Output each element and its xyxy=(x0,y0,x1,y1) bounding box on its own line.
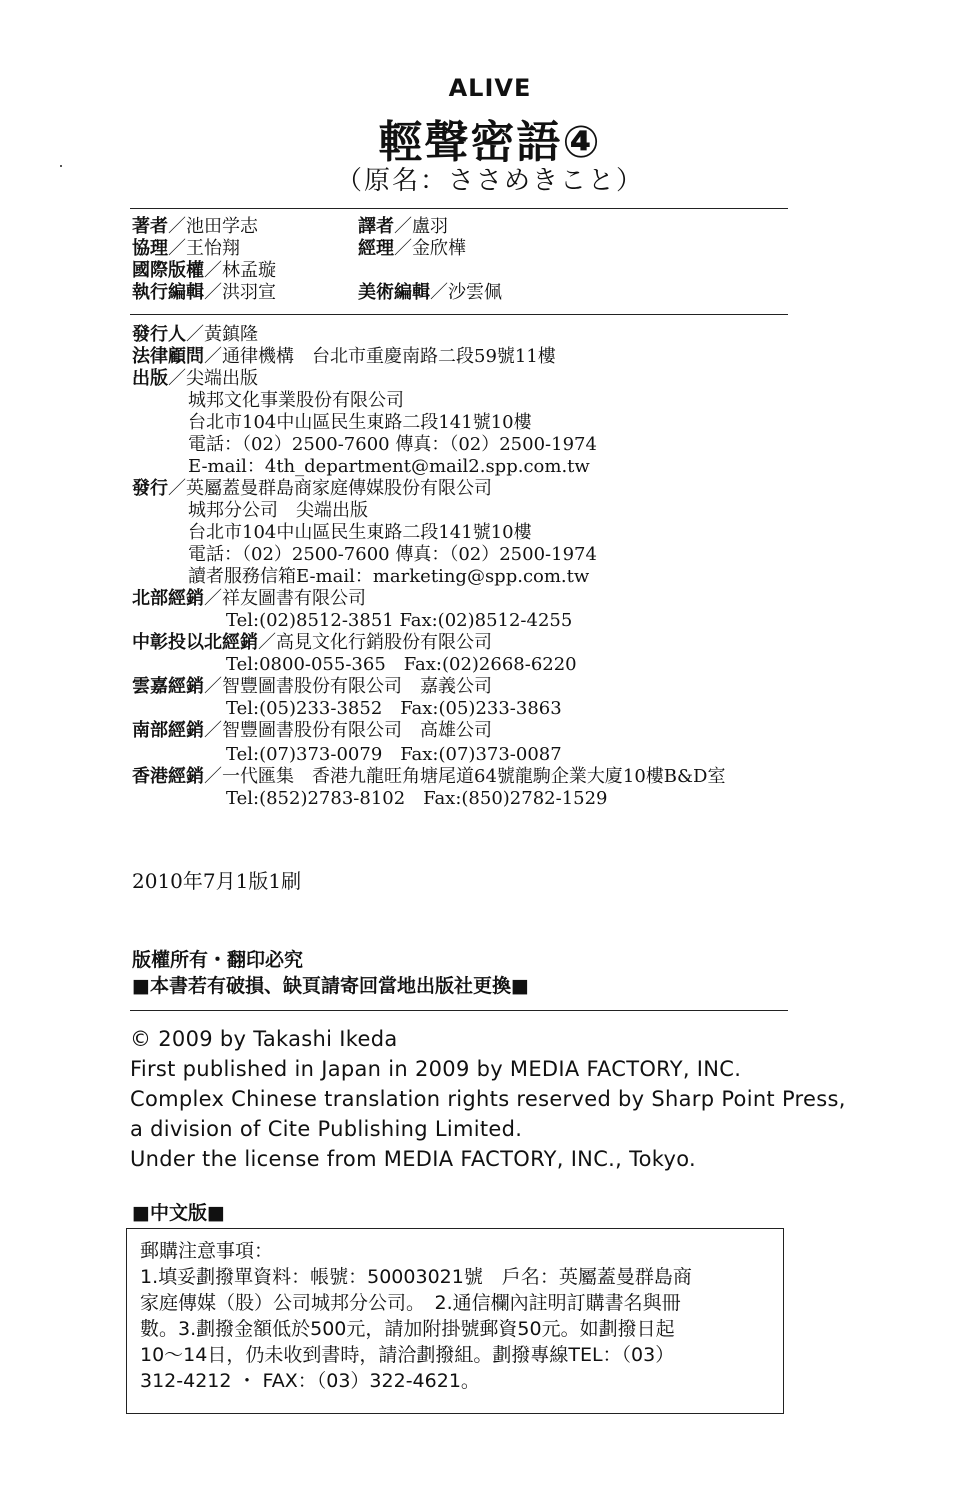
english-line: First published in Japan in 2009 by MEDIA FACTORY, INC. xyxy=(130,1057,742,1081)
publisher-detail: 電話：（02）2500-7600 傳真：（02）2500-1974 xyxy=(188,434,597,455)
chinese-edition-label: ■中文版■ xyxy=(132,1202,225,1224)
south-dist-line: 南部經銷／智豐圖書股份有限公司 高雄公司 xyxy=(132,720,492,741)
north-dist-line: 北部經銷／祥友圖書有限公司 xyxy=(132,588,366,609)
mail-order-line: 10～14日，仍未收到書時，請洽劃撥組。劃撥專線TEL：（03） xyxy=(140,1344,675,1366)
art-editor-line: 美術編輯／沙雲佩 xyxy=(358,282,502,303)
central-dist-tel: Tel:0800-055-365 Fax:(02)2668-6220 xyxy=(226,654,577,675)
rights-line: 國際版權／林孟璇 xyxy=(132,260,276,281)
original-title: （原名：ささめきこと） xyxy=(335,166,644,196)
copyright-notice: 版權所有・翻印必究 xyxy=(132,949,304,971)
divider xyxy=(130,208,788,209)
yunjia-dist-tel: Tel:(05)233-3852 Fax:(05)233-3863 xyxy=(226,698,562,719)
hk-dist-tel: Tel:(852)2783-8102 Fax:(850)2782-1529 xyxy=(226,788,608,809)
mail-order-line: 1.填妥劃撥單資料：帳號：50003021號 戶名：英屬蓋曼群島商 xyxy=(140,1266,692,1288)
english-line: Complex Chinese translation rights reserved by Sharp Point Press, xyxy=(130,1087,846,1111)
publisher-detail: 城邦文化事業股份有限公司 xyxy=(188,390,404,411)
mail-order-line: 家庭傳媒（股）公司城邦分公司。 2.通信欄內註明訂購書名與冊 xyxy=(140,1292,681,1314)
divider xyxy=(130,314,788,315)
mail-order-line: 312-4212 ・ FAX：（03）322-4621。 xyxy=(140,1370,480,1392)
distributor-email: 讀者服務信箱E-mail：marketing@spp.com.tw xyxy=(188,566,590,587)
legal-line: 法律顧問／通律機構 台北市重慶南路二段59號11樓 xyxy=(132,346,556,367)
north-dist-tel: Tel:(02)8512-3851 Fax:(02)8512-4255 xyxy=(226,610,573,631)
publisher-email: E-mail：4th_department@mail2.spp.com.tw xyxy=(188,456,590,477)
distributor-detail: 城邦分公司 尖端出版 xyxy=(188,500,368,521)
english-line: Under the license from MEDIA FACTORY, INC., Tokyo. xyxy=(130,1147,696,1171)
editor-line: 執行編輯／洪羽宣 xyxy=(132,282,276,303)
yunjia-dist-line: 雲嘉經銷／智豐圖書股份有限公司 嘉義公司 xyxy=(132,676,492,697)
hk-dist-line: 香港經銷／一代匯集 香港九龍旺角塘尾道64號龍駒企業大廈10樓B&D室 xyxy=(132,766,726,787)
distributor-line: 發行／英屬蓋曼群島商家庭傳媒股份有限公司 xyxy=(132,478,492,499)
copyright-line: © 2009 by Takashi Ikeda xyxy=(130,1027,398,1051)
divider xyxy=(130,1010,788,1011)
assist-line: 協理／王怡翔 xyxy=(132,238,240,259)
mail-order-heading: 郵購注意事項： xyxy=(140,1240,274,1262)
issuer-line: 發行人／黃鎮隆 xyxy=(132,324,258,345)
publisher-detail: 台北市104中山區民生東路二段141號10樓 xyxy=(188,412,532,433)
distributor-detail: 電話：（02）2500-7600 傳真：（02）2500-1974 xyxy=(188,544,597,565)
distributor-detail: 台北市104中山區民生東路二段141號10樓 xyxy=(188,522,532,543)
english-line: a division of Cite Publishing Limited. xyxy=(130,1117,523,1141)
damage-notice: ■本書若有破損、缺頁請寄回當地出版社更換■ xyxy=(132,975,529,997)
book-title: 輕聲密語④ xyxy=(378,117,602,168)
edition-date: 2010年7月1版1刷 xyxy=(132,869,302,893)
manager-line: 經理／金欣樺 xyxy=(358,238,466,259)
south-dist-tel: Tel:(07)373-0079 Fax:(07)373-0087 xyxy=(226,744,562,765)
central-dist-line: 中彰投以北經銷／高見文化行銷股份有限公司 xyxy=(132,632,492,653)
translator-line: 譯者／盧羽 xyxy=(358,216,448,237)
publisher-line: 出版／尖端出版 xyxy=(132,368,258,389)
author-line: 著者／池田学志 xyxy=(132,216,258,237)
mail-order-line: 數。3.劃撥金額低於500元，請加附掛號郵資50元。如劃撥日起 xyxy=(140,1318,675,1340)
series-label: ALIVE xyxy=(448,74,532,102)
